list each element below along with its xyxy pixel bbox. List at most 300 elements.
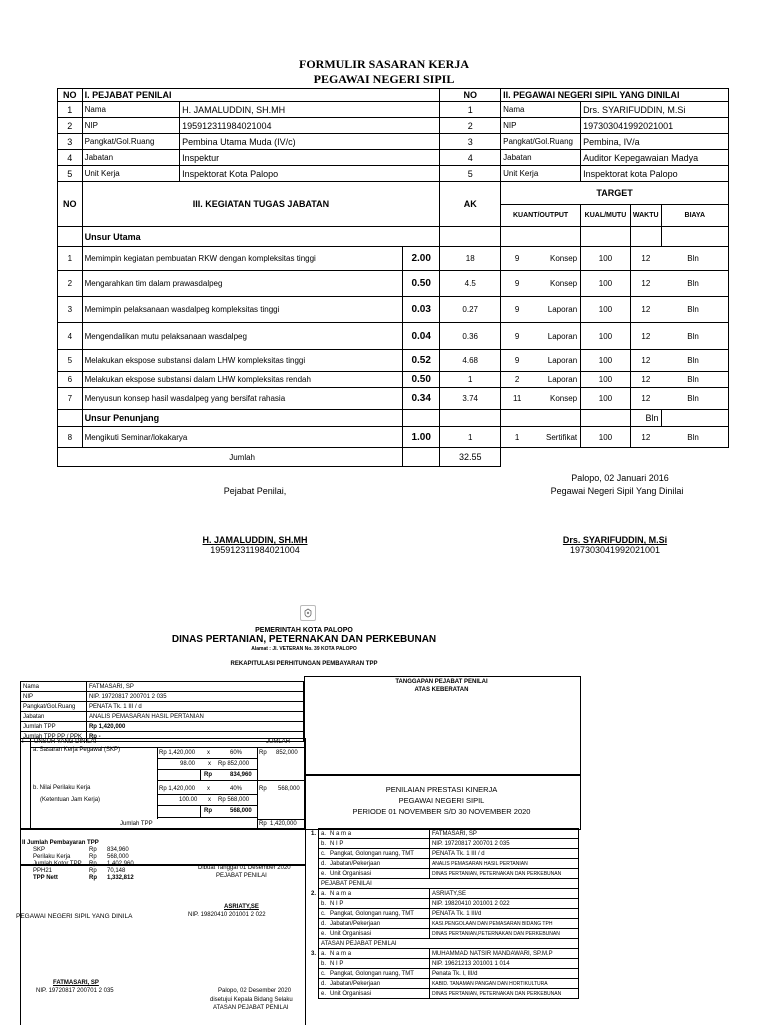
task-ak: 0.36: [440, 323, 501, 350]
identitas-key: e.: [319, 869, 329, 879]
skp-c1: Rp: [204, 772, 212, 778]
task-output: [501, 297, 581, 323]
task-row: [58, 372, 729, 388]
form-title-line1: FORMULIR SASARAN KERJA: [298, 57, 469, 71]
task-kual: 100: [581, 388, 631, 410]
identitas-key: b.: [319, 839, 329, 849]
identitas-key: d.: [319, 859, 329, 869]
task-no: 1: [58, 247, 83, 271]
skp-b3: Rp 852,000: [218, 761, 250, 767]
identitas-row: [309, 889, 579, 899]
pay-label: Jumlah Kotor TPP: [33, 861, 82, 867]
task-waktu-value: 12: [641, 305, 651, 314]
task-no: 6: [58, 372, 83, 388]
dibuat-tanggal: Dibuat Tanggal 01 Desember 2020: [198, 865, 291, 871]
pay-rp: Rp: [89, 854, 97, 860]
task-qty: 9: [514, 279, 520, 288]
identitas-label: Pangkat, Golongan ruang, TMT: [328, 849, 429, 859]
jumlah-value: 32.55: [440, 448, 501, 467]
identitas-value: ASRIATY,SE: [429, 889, 578, 899]
identitas-key: e.: [319, 989, 329, 999]
pejabat-label: Nama: [82, 102, 179, 118]
identitas-row: [309, 949, 579, 959]
section-no: [309, 849, 319, 859]
identitas-label: N I P: [328, 959, 429, 969]
rekap-id-value: FATMASARI, SP: [86, 682, 303, 692]
pay-row: [33, 847, 143, 854]
identitas-table: [309, 828, 579, 999]
rekap-id-value: ANALIS PEMASARAN HASIL PERTANIAN: [86, 712, 303, 722]
task-ak: 4.5: [440, 271, 501, 297]
hdr-no-right: NO: [440, 89, 501, 102]
hdr-kegiatan: III. KEGIATAN TUGAS JABATAN: [82, 182, 440, 227]
task-ak-unit: 0.52: [403, 350, 440, 372]
task-out-unit: Laporan: [547, 356, 578, 365]
pk-c2: 568,000: [230, 808, 252, 814]
rekap-id-table: [20, 681, 304, 742]
skp-b1: 98.00: [180, 761, 196, 767]
form-title-line2: PEGAWAI NEGERI SIPIL: [313, 72, 455, 86]
pk-total: 568,000: [278, 786, 300, 792]
right-signature: [530, 535, 700, 555]
task-waktu-value: 12: [641, 254, 651, 263]
task-waktu: [630, 427, 728, 448]
rekap-id-row: [21, 712, 304, 722]
rekap-id-label: Pangkat/Gol.Ruang: [21, 702, 87, 712]
emblem-logo: [300, 605, 316, 621]
penilaian-title: [304, 784, 579, 817]
pejabat-value: Inspektur: [180, 150, 440, 166]
identitas-key: c.: [319, 909, 329, 919]
left-sign-title: Pejabat Penilai,: [223, 486, 287, 496]
unsur-label: UNSUR YANG DINILAI: [34, 739, 97, 745]
section-no: [309, 859, 319, 869]
hdr-target: TARGET: [501, 182, 729, 205]
task-out-unit: Laporan: [547, 331, 578, 341]
penilaian-line1: PENILAIAN PRESTASI KINERJA: [385, 785, 498, 794]
hdr-pejabat: I. PEJABAT PENILAI: [82, 89, 440, 102]
pejabat-value: Pembina Utama Muda (IV/c): [180, 134, 440, 150]
identitas-label: Jabatan/Pekerjaan: [328, 979, 429, 989]
rekap-gov: PEMERINTAH KOTA PALOPO: [255, 627, 353, 634]
identitas-key: a.: [319, 889, 329, 899]
penunjang-satuan: Bln: [630, 410, 661, 427]
task-out-unit: Laporan: [547, 305, 578, 314]
identitas-key: c.: [319, 849, 329, 859]
task-waktu: [630, 350, 728, 372]
task-ak-unit: 0.50: [403, 372, 440, 388]
identitas-label: Unit Organisasi: [328, 869, 429, 879]
hdr-ak: AK: [440, 182, 501, 227]
hdr-kuant: KUANT/OUTPUT: [501, 205, 581, 227]
identitas-value: NIP. 19820410 201001 2 022: [429, 899, 578, 909]
task-waktu-unit: Bln: [687, 305, 699, 314]
task-row: [58, 323, 729, 350]
identitas-label: N a m a: [328, 829, 429, 839]
pk-pct: 40%: [230, 786, 243, 792]
section-no: [309, 899, 319, 909]
task-qty: 9: [514, 356, 520, 365]
pegawai-label: Pangkat/Gol.Ruang: [501, 134, 581, 150]
pegawai-no: 2: [440, 118, 501, 134]
pay-value: 568,000: [107, 854, 129, 860]
perilaku-sub: (Ketentuan Jam Kerja): [40, 797, 101, 803]
task-row: [58, 427, 729, 448]
disetujui: disetujui Kepala Bidang Selaku: [210, 997, 293, 1003]
pegawai-no: 4: [440, 150, 501, 166]
pegawai-dinilai-title: PEGAWAI NEGERI SIPIL YANG DINILA: [16, 913, 133, 920]
pegawai-label: NIP: [501, 118, 581, 134]
task-kual: 100: [581, 350, 631, 372]
task-no: 5: [58, 350, 83, 372]
pegawai-label: Jabatan: [501, 150, 581, 166]
pejabat-no: 5: [58, 166, 83, 182]
pegawai-no: 3: [440, 134, 501, 150]
identitas-row: [309, 869, 579, 879]
identitas-row: [309, 959, 579, 969]
identitas-label: Jabatan/Pekerjaan: [328, 859, 429, 869]
task-no: 7: [58, 388, 83, 410]
identitas-key: d.: [319, 919, 329, 929]
jumlah-tpp-label: Jumlah TPP: [120, 821, 153, 827]
task-qty: 9: [514, 254, 520, 263]
task-text: Memimpin pelaksanaan wasdalpeg kompleksitas tinggi: [82, 297, 403, 323]
identitas-row: [309, 839, 579, 849]
task-waktu-unit: Bln: [687, 432, 699, 442]
pay-label: PPH21: [33, 868, 53, 874]
task-ak-unit: 1.00: [403, 427, 440, 448]
task-waktu-unit: Bln: [687, 394, 699, 403]
task-kual: 100: [581, 372, 631, 388]
identitas-row: [309, 979, 579, 989]
task-waktu: [630, 247, 728, 271]
identitas-value: FATMASARI, SP: [429, 829, 578, 839]
id-row: [58, 166, 729, 182]
task-ak: 18: [440, 247, 501, 271]
identitas-label: N I P: [328, 839, 429, 849]
hdr-no-left: NO: [58, 89, 83, 102]
pejabat-value: H. JAMALUDDIN, SH.MH: [180, 102, 440, 118]
task-row: [58, 388, 729, 410]
task-waktu-value: 12: [641, 331, 651, 341]
identitas-row: [309, 909, 579, 919]
pk-rp: Rp: [259, 786, 267, 792]
unsur-utama: Unsur Utama: [82, 227, 440, 247]
pay-rp: Rp: [89, 847, 97, 853]
pk-b3: Rp 568,000: [218, 797, 250, 803]
task-ak-unit: 2.00: [403, 247, 440, 271]
fatmasari-nip: NIP. 19720817 200701 2 035: [36, 988, 114, 994]
task-ak: 0.27: [440, 297, 501, 323]
task-text: Melakukan ekspose substansi dalam LHW kompleksitas tinggi: [82, 350, 403, 372]
task-waktu-value: 12: [641, 356, 651, 365]
task-qty: 9: [514, 305, 520, 314]
task-output: [501, 350, 581, 372]
task-row: [58, 350, 729, 372]
pejabat-label: NIP: [82, 118, 179, 134]
rekap-id-value: PENATA Tk. 1 III / d: [86, 702, 303, 712]
section-no: [309, 989, 319, 999]
task-qty: 2: [514, 375, 520, 384]
task-waktu-unit: Bln: [687, 331, 699, 341]
task-ak: 3.74: [440, 388, 501, 410]
pk-x: x: [207, 786, 210, 792]
identitas-value: PENATA Tk. 1 III/d: [429, 909, 578, 919]
identitas-row: [309, 989, 579, 999]
pay-value: 1,402,960: [107, 861, 134, 867]
task-out-unit: Konsep: [550, 254, 578, 263]
emblem-icon: [303, 608, 313, 618]
skp-total: 852,000: [276, 750, 298, 756]
identitas-label: N a m a: [328, 949, 429, 959]
skp-a: Rp 1,420,000: [159, 750, 196, 756]
atasan-title: ATASAN PEJABAT PENILAI: [213, 1005, 289, 1011]
skp-x: x: [207, 750, 210, 756]
id-row: [58, 150, 729, 166]
task-output: [501, 323, 581, 350]
pegawai-label: Unit Kerja: [501, 166, 581, 182]
identitas-row: [309, 899, 579, 909]
task-no: 3: [58, 297, 83, 323]
fatmasari-name: FATMASARI, SP: [53, 980, 99, 986]
sasaran-kerja-table: [57, 88, 729, 467]
task-text: Mengarahkan tim dalam prawasdalpeg: [82, 271, 403, 297]
identitas-value: ANALIS PEMASARAN HASIL PERTANIAN: [429, 859, 578, 869]
pay-value: 1,332,812: [107, 875, 134, 881]
task-waktu-value: 12: [641, 375, 651, 384]
task-waktu: [630, 372, 728, 388]
task-ak-unit: 0.04: [403, 323, 440, 350]
asriaty-nip: NIP. 19820410 201001 2 022: [188, 912, 266, 918]
task-output: [501, 427, 581, 448]
task-text: Mengendalikan mutu pelaksanaan wasdalpeg: [82, 323, 403, 350]
right-sign-title: Pegawai Negeri Sipil Yang Dinilai: [550, 486, 684, 496]
skp-label: a. Sasaran Kerja Pegawai (SKP): [33, 747, 121, 753]
task-qty: 9: [514, 331, 520, 341]
identitas-value: DINAS PERTANIAN, PETERNAKAN DAN PERKEBUNAN: [429, 989, 578, 999]
pejabat-no: 3: [58, 134, 83, 150]
rekap-id-value: Rp 1,420,000: [86, 722, 303, 732]
hdr-kual: KUAL/MUTU: [581, 205, 631, 227]
asriaty-name: ASRIATY,SE: [224, 904, 259, 910]
task-ak: 1: [440, 372, 501, 388]
rekap-id-row: [21, 692, 304, 702]
task-waktu: [630, 271, 728, 297]
palopo-date: Palopo, 02 Desember 2020: [218, 988, 292, 994]
identitas-row: [309, 919, 579, 929]
task-qty: 11: [512, 394, 522, 403]
task-row: [58, 297, 729, 323]
rekap-id-row: [21, 702, 304, 712]
identitas-key: a.: [319, 829, 329, 839]
task-text: Melakukan ekspose substansi dalam LHW kompleksitas rendah: [82, 372, 403, 388]
task-no: 8: [58, 427, 83, 448]
identitas-row: [309, 929, 579, 939]
rekap-id-label: Jumlah TPP PP / PPK: [21, 732, 87, 742]
pegawai-value: 197303041992021001: [581, 118, 729, 134]
task-text: Mengikuti Seminar/lokakarya: [82, 427, 403, 448]
task-text: Menyusun konsep hasil wasdalpeg yang bersifat rahasia: [82, 388, 403, 410]
rekap-id-value: NIP. 19720817 200701 2 035: [86, 692, 303, 702]
pegawai-no: 5: [440, 166, 501, 182]
task-waktu-unit: Bln: [687, 356, 699, 365]
pejabat-label: Unit Kerja: [82, 166, 179, 182]
section-no: [309, 909, 319, 919]
rekap-id-value: Rp -: [86, 732, 303, 742]
identitas-value: NIP. 19621213 201001 1 014: [429, 959, 578, 969]
pegawai-value: Drs. SYARIFUDDIN, M.Si: [581, 102, 729, 118]
right-sign-nip: 197303041992021001: [569, 545, 661, 555]
task-out-unit: Laporan: [547, 375, 578, 384]
rekap-id-label: NIP: [21, 692, 87, 702]
jumlah-label: Jumlah: [82, 448, 403, 467]
pk-b1: 100.00: [179, 797, 198, 803]
pay-label: Perilaku Kerja: [33, 854, 71, 860]
pejabat-label: Jabatan: [82, 150, 179, 166]
rekap-id-row: [21, 722, 304, 732]
section-no: [309, 919, 319, 929]
id-row: [58, 118, 729, 134]
identitas-value: KABID. TANAMAN PANGAN DAN HORTIKULTURA: [429, 979, 578, 989]
task-output: [501, 247, 581, 271]
hdr-waktu: WAKTU: [630, 205, 661, 227]
pejabat-label: Pangkat/Gol.Ruang: [82, 134, 179, 150]
identitas-row: [309, 829, 579, 839]
rekap-id-row: [21, 682, 304, 692]
section-no: [309, 979, 319, 989]
section-no: [309, 929, 319, 939]
pk-c1: Rp: [204, 808, 212, 814]
jumlah-tpp-val: 1,420,000: [270, 821, 297, 827]
task-waktu-unit: Bln: [687, 279, 699, 288]
pegawai-value: Auditor Kepegawaian Madya: [581, 150, 729, 166]
pejabat-no: 2: [58, 118, 83, 134]
task-no: 4: [58, 323, 83, 350]
rekap-id-label: Jabatan: [21, 712, 87, 722]
unsur-no: I: [22, 739, 24, 745]
identitas-label: N a m a: [328, 889, 429, 899]
identitas-label: Pangkat, Golongan ruang, TMT: [328, 969, 429, 979]
task-row: [58, 247, 729, 271]
task-ak: 4.68: [440, 350, 501, 372]
identitas-row: [309, 849, 579, 859]
pegawai-label: Nama: [501, 102, 581, 118]
pejabat-value: 195912311984021004: [180, 118, 440, 134]
identitas-value: KASI.PENGOLAAN DAN PEMASARAN BIDANG TPH: [429, 919, 578, 929]
left-signature: [170, 535, 340, 555]
pk-a: Rp 1,420,000: [159, 786, 196, 792]
identitas-key: b.: [319, 899, 329, 909]
task-out-unit: Konsep: [550, 279, 578, 288]
pembayaran-title: II Jumlah Pembayaran TPP: [22, 840, 99, 846]
rekap-alamat: Alamat : Jl. VETERAN No. 39 KOTA PALOPO: [251, 646, 357, 652]
tanggapan-line2: ATAS KEBERATAN: [414, 687, 469, 693]
id-row: [58, 102, 729, 118]
s3-head: ATASAN PEJABAT PENILAI: [319, 939, 579, 949]
rekap-title: REKAPITULASI PERHITUNGAN PEMBAYARAN TPP: [230, 661, 378, 667]
pay-rp: Rp: [89, 875, 97, 881]
rekap-header: [0, 627, 608, 652]
identitas-value: DINAS PERTANIAN, PETERNAKAN DAN PERKEBUNAN: [429, 869, 578, 879]
section-no: [309, 969, 319, 979]
left-sign-nip: 195912311984021004: [210, 545, 300, 555]
pay-label: SKP: [33, 847, 46, 853]
s2-head: PEJABAT PENILAI: [319, 879, 579, 889]
identitas-label: N I P: [328, 899, 429, 909]
penilaian-periode: PERIODE 01 NOVEMBER S/D 30 NOVEMBER 2020: [352, 807, 531, 816]
task-output: [501, 372, 581, 388]
task-out-unit: Konsep: [550, 394, 578, 403]
section-no: [309, 869, 319, 879]
pay-row: [33, 854, 143, 861]
identitas-label: Unit Organisasi: [328, 929, 429, 939]
hdr-pegawai: II. PEGAWAI NEGERI SIPIL YANG DINILAI: [501, 89, 729, 102]
task-output: [501, 388, 581, 410]
pejabat-value: Inspektorat Kota Palopo: [180, 166, 440, 182]
task-waktu-unit: Bln: [687, 254, 699, 263]
task-kual: 100: [581, 297, 631, 323]
pejabat-no: 4: [58, 150, 83, 166]
identitas-label: Unit Organisasi: [328, 989, 429, 999]
pejabat-penilai-title: PEJABAT PENILAI: [216, 873, 267, 879]
task-waktu: [630, 297, 728, 323]
task-output: [501, 271, 581, 297]
task-out-unit: Sertifikat: [546, 432, 578, 442]
task-waktu-value: 12: [641, 432, 651, 442]
hdr-no-kegiatan: NO: [58, 182, 83, 227]
task-waktu-unit: Bln: [687, 375, 699, 384]
identitas-key: c.: [319, 969, 329, 979]
pay-rp: Rp: [89, 868, 97, 874]
identitas-label: Jabatan/Pekerjaan: [328, 919, 429, 929]
task-ak: 1: [440, 427, 501, 448]
rekap-id-label: Nama: [21, 682, 87, 692]
pay-value: 70,148: [107, 868, 126, 874]
skp-c2: 834,960: [230, 772, 252, 778]
tanggapan-line1: TANGGAPAN PEJABAT PENILAI: [395, 679, 488, 685]
section-no: 2.: [311, 890, 317, 897]
penilaian-line2: PEGAWAI NEGERI SIPIL: [398, 796, 485, 805]
task-waktu-value: 12: [641, 279, 651, 288]
pegawai-value: Inspektorat kota Palopo: [581, 166, 729, 182]
pay-value: 834,960: [107, 847, 129, 853]
pk-b2: x: [208, 797, 211, 803]
task-text: Memimpin kegiatan pembuatan RKW dengan kompleksitas tinggi: [82, 247, 403, 271]
task-kual: 100: [581, 323, 631, 350]
unsur-jumlah: JUMLAH: [266, 739, 291, 745]
skp-b2: x: [208, 761, 211, 767]
task-waktu: [630, 323, 728, 350]
identitas-row: [309, 969, 579, 979]
identitas-row: [309, 859, 579, 869]
section-no: [309, 959, 319, 969]
unsur-penunjang: Unsur Penunjang: [82, 410, 403, 427]
id-row: [58, 134, 729, 150]
identitas-key: d.: [319, 979, 329, 989]
rekap-id-label: Jumlah TPP: [21, 722, 87, 732]
pegawai-value: Pembina, IV/a: [581, 134, 729, 150]
section-no: 1.: [311, 830, 317, 837]
task-kual: 100: [581, 427, 631, 448]
pay-rp: Rp: [89, 861, 97, 867]
task-ak-unit: 0.34: [403, 388, 440, 410]
sign-date-block: [540, 472, 700, 485]
identitas-value: NIP. 19720817 200701 2 035: [429, 839, 578, 849]
identitas-key: e.: [319, 929, 329, 939]
identitas-value: PENATA Tk. 1 III / d: [429, 849, 578, 859]
task-ak-unit: 0.50: [403, 271, 440, 297]
right-sign-name: Drs. SYARIFUDDIN, M.Si: [562, 535, 668, 545]
